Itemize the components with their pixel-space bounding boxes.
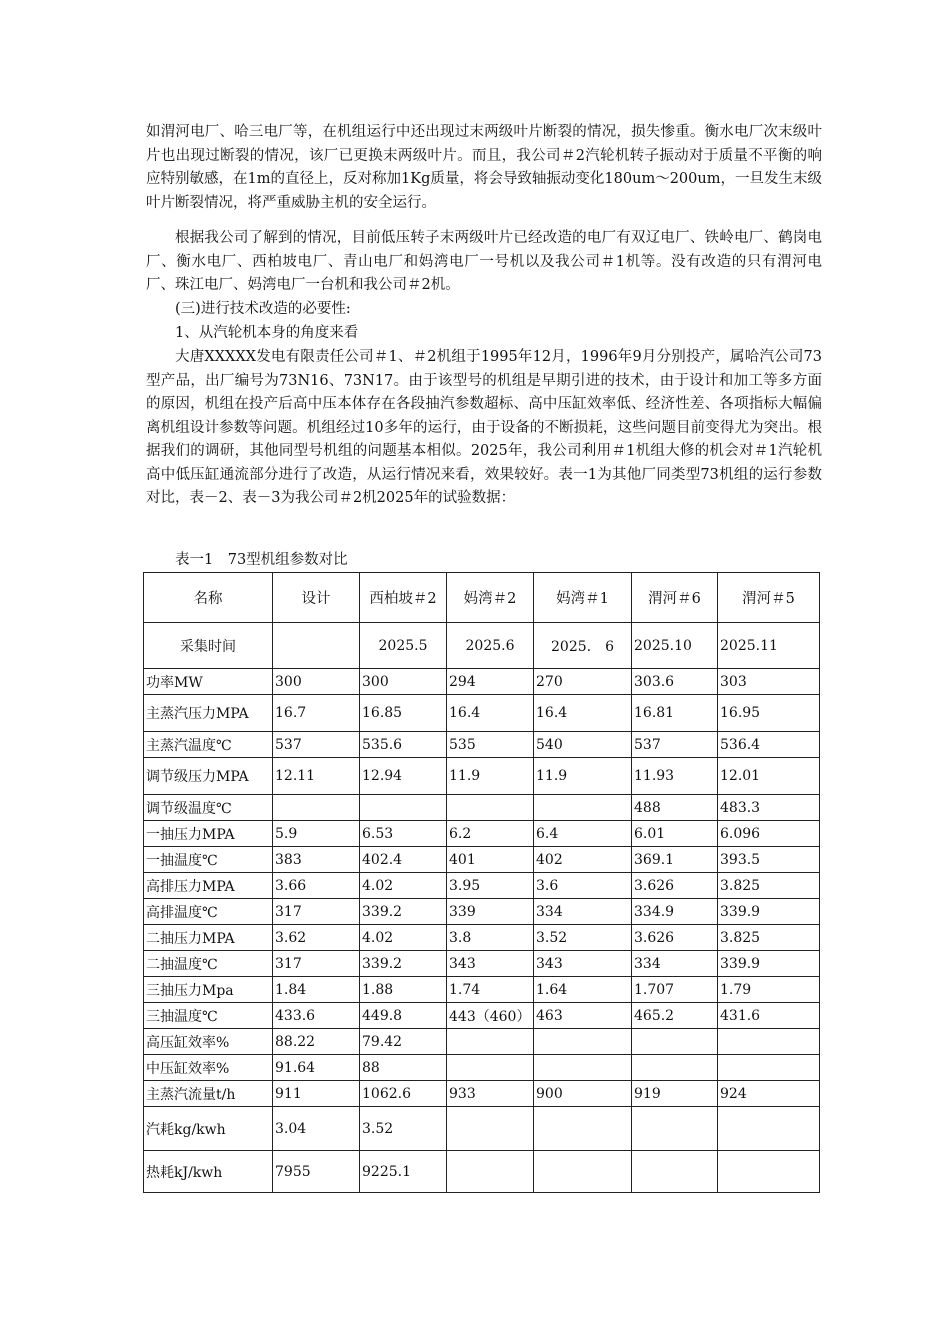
- table-cell: 88.22: [273, 1029, 360, 1055]
- table-cell: 11.93: [632, 758, 718, 795]
- table-cell: 2025.6: [447, 623, 534, 669]
- table-cell: [718, 1107, 820, 1151]
- table-cell: 540: [534, 732, 632, 758]
- table-cell: 2025.11: [718, 623, 820, 669]
- table-cell: 16.7: [273, 695, 360, 732]
- table-cell: 3.52: [534, 925, 632, 951]
- table-cell: 1.88: [360, 977, 447, 1003]
- table-cell: 317: [273, 951, 360, 977]
- table-cell: 300: [273, 669, 360, 695]
- table-cell: 334.9: [632, 899, 718, 925]
- row-label: 二抽温度℃: [144, 951, 273, 977]
- table-cell: [632, 1107, 718, 1151]
- table-cell: 401: [447, 847, 534, 873]
- table-cell: 900: [534, 1081, 632, 1107]
- table-row: [144, 1081, 820, 1107]
- table-cell: 12.11: [273, 758, 360, 795]
- table-cell: 16.95: [718, 695, 820, 732]
- table-cell: 334: [632, 951, 718, 977]
- table-row: [144, 695, 820, 732]
- table-cell: 911: [273, 1081, 360, 1107]
- header-cell: 西柏坡＃2: [360, 573, 447, 623]
- table-cell: 294: [447, 669, 534, 695]
- table-cell: 16.4: [534, 695, 632, 732]
- time-row: [144, 623, 820, 669]
- table-cell: 270: [534, 669, 632, 695]
- table-cell: 4.02: [360, 925, 447, 951]
- table-row: [144, 1107, 820, 1151]
- table-cell: 3.825: [718, 925, 820, 951]
- table-cell: 537: [632, 732, 718, 758]
- row-label: 调节级压力MPA: [144, 758, 273, 795]
- table-cell: [632, 1055, 718, 1081]
- table-cell: 5.9: [273, 821, 360, 847]
- table-row: [144, 925, 820, 951]
- table-cell: 4.02: [360, 873, 447, 899]
- table-cell: 463: [534, 1003, 632, 1029]
- row-label: 调节级温度℃: [144, 795, 273, 821]
- table-cell: 3.62: [273, 925, 360, 951]
- table-body: [144, 669, 820, 1193]
- table-cell: 303.6: [632, 669, 718, 695]
- table-cell: [273, 795, 360, 821]
- table-cell: 465.2: [632, 1003, 718, 1029]
- table-cell: [534, 1107, 632, 1151]
- table-row: [144, 1055, 820, 1081]
- table-header-row: [144, 573, 820, 623]
- table-cell: 339.2: [360, 951, 447, 977]
- table-cell: 12.94: [360, 758, 447, 795]
- table-cell: 6.096: [718, 821, 820, 847]
- table-cell: 431.6: [718, 1003, 820, 1029]
- table-cell: 535.6: [360, 732, 447, 758]
- table-cell: 300: [360, 669, 447, 695]
- row-label: 一抽温度℃: [144, 847, 273, 873]
- table-cell: 303: [718, 669, 820, 695]
- table-row: [144, 732, 820, 758]
- header-cell: 妈湾＃1: [534, 573, 632, 623]
- table-cell: 2025.10: [632, 623, 718, 669]
- table-cell: 393.5: [718, 847, 820, 873]
- table-cell: 317: [273, 899, 360, 925]
- table-row: [144, 821, 820, 847]
- header-cell: 设计: [273, 573, 360, 623]
- table-cell: 334: [534, 899, 632, 925]
- table-cell: [447, 1055, 534, 1081]
- table-row: [144, 977, 820, 1003]
- table-cell: [718, 1151, 820, 1193]
- subsection-heading-turbine: 1、从汽轮机本身的角度来看: [175, 325, 359, 341]
- table-cell: 3.6: [534, 873, 632, 899]
- table-cell: 1.79: [718, 977, 820, 1003]
- table-cell: [447, 1107, 534, 1151]
- row-label: 二抽压力MPA: [144, 925, 273, 951]
- table-cell: 443（460）: [447, 1003, 534, 1029]
- table-cell: 1.84: [273, 977, 360, 1003]
- table-cell: [447, 795, 534, 821]
- table-cell: 3.626: [632, 925, 718, 951]
- table-cell: [447, 1151, 534, 1193]
- table-cell: 16.81: [632, 695, 718, 732]
- table-cell: 88: [360, 1055, 447, 1081]
- table-cell: 339: [447, 899, 534, 925]
- row-label: 高排压力MPA: [144, 873, 273, 899]
- table-row: [144, 1151, 820, 1193]
- table-cell: 11.9: [447, 758, 534, 795]
- table-cell: 91.64: [273, 1055, 360, 1081]
- table-cell: [447, 1029, 534, 1055]
- row-label: 三抽温度℃: [144, 1003, 273, 1029]
- table-cell: 924: [718, 1081, 820, 1107]
- table-cell: 7955: [273, 1151, 360, 1193]
- table-cell: 919: [632, 1081, 718, 1107]
- table-cell: 537: [273, 732, 360, 758]
- table-cell: 369.1: [632, 847, 718, 873]
- paragraph-unit-background: 大唐XXXXX发电有限责任公司＃1、＃2机组于1995年12月，1996年9月分别投产，属哈汽公司73型产品，出厂编号为73N16、73N17。由于该型号的机组是早期引进的技术，由于设计和加工等多方面的原因，机组在投产后高中压本体存在各段抽汽参数超标、高中压缸效率低、经济性差、各项指标大幅偏离机组设计参数等问题。机组经过10多年的运行，由于设备的不断损耗，这些问题目前变得尤为突出。根据我们的调研，其他同型号机组的问题基本相似。2025年，我公司利用＃1机组大修的机会对＃1汽轮机高中低压缸通流部分进行了改造，从运行情况来看，效果较好。表一1为其他厂同类型73机组的运行参数对比，表－2、表－3为我公司＃2机2025年的试验数据：: [146, 349, 822, 506]
- table-row: [144, 847, 820, 873]
- header-cell: 渭河＃5: [718, 573, 820, 623]
- table-cell: 6.01: [632, 821, 718, 847]
- table-cell: [718, 1029, 820, 1055]
- table-row: [144, 795, 820, 821]
- row-label: 功率MW: [144, 669, 273, 695]
- table-row: [144, 758, 820, 795]
- row-label: 一抽压力MPA: [144, 821, 273, 847]
- table-cell: 11.9: [534, 758, 632, 795]
- table-cell: 6.4: [534, 821, 632, 847]
- paragraph-blade-fracture: 如渭河电厂、哈三电厂等，在机组运行中还出现过末两级叶片断裂的情况，损失惨重。衡水电厂次末级叶片也出现过断裂的情况，该厂已更换末两级叶片。而且，我公司＃2汽轮机转子振动对于质量不平衡的响应特别敏感，在1m的直径上，反对称加1Kg质量，将会导致轴振动变化180um～200um，一旦发生末级叶片断裂情况，将严重威胁主机的安全运行。: [146, 124, 822, 211]
- row-label: 主蒸汽压力MPA: [144, 695, 273, 732]
- table-cell: 3.95: [447, 873, 534, 899]
- row-label: 中压缸效率%: [144, 1055, 273, 1081]
- table-cell: 343: [447, 951, 534, 977]
- row-label: 高排温度℃: [144, 899, 273, 925]
- table-row: [144, 899, 820, 925]
- table-row: [144, 1029, 820, 1055]
- table-cell: 488: [632, 795, 718, 821]
- table-cell: 1.707: [632, 977, 718, 1003]
- table-cell: 1062.6: [360, 1081, 447, 1107]
- table-cell: 433.6: [273, 1003, 360, 1029]
- row-label: 三抽压力Mpa: [144, 977, 273, 1003]
- header-cell: 名称: [144, 573, 273, 623]
- row-label: 汽耗kg/kwh: [144, 1107, 273, 1151]
- table-cell: 6.53: [360, 821, 447, 847]
- table-cell: 16.85: [360, 695, 447, 732]
- parameter-comparison-table: [143, 572, 820, 1193]
- table-cell: 3.626: [632, 873, 718, 899]
- table-cell: 16.4: [447, 695, 534, 732]
- table-cell: 12.01: [718, 758, 820, 795]
- row-label: 主蒸汽流量t/h: [144, 1081, 273, 1107]
- table-cell: 339.9: [718, 899, 820, 925]
- row-label: 采集时间: [144, 623, 273, 669]
- table-cell: 6.2: [447, 821, 534, 847]
- table-cell: 1.64: [534, 977, 632, 1003]
- table-cell: [534, 795, 632, 821]
- table-cell: 2025. 6: [534, 623, 632, 669]
- table-cell: 339.9: [718, 951, 820, 977]
- table-cell: [718, 1055, 820, 1081]
- table-cell: 79.42: [360, 1029, 447, 1055]
- table-row: [144, 669, 820, 695]
- header-cell: 渭河＃6: [632, 573, 718, 623]
- table-cell: 933: [447, 1081, 534, 1107]
- table-cell: 402.4: [360, 847, 447, 873]
- header-cell: 妈湾＃2: [447, 573, 534, 623]
- row-label: 高压缸效率%: [144, 1029, 273, 1055]
- table-cell: 3.8: [447, 925, 534, 951]
- table-cell: 536.4: [718, 732, 820, 758]
- table-cell: 402: [534, 847, 632, 873]
- paragraph-retrofit-status: 根据我公司了解到的情况，目前低压转子末两级叶片已经改造的电厂有双辽电厂、铁岭电厂、鹤岗电厂、衡水电厂、西柏坡电厂、青山电厂和妈湾电厂一号机以及我公司＃1机等。没有改造的只有渭河电厂、珠江电厂、妈湾电厂一台机和我公司＃2机。: [146, 230, 822, 293]
- table-cell: 449.8: [360, 1003, 447, 1029]
- table-cell: 9225.1: [360, 1151, 447, 1193]
- table-cell: 3.04: [273, 1107, 360, 1151]
- table-cell: [534, 1029, 632, 1055]
- table-cell: [273, 623, 360, 669]
- table-cell: 343: [534, 951, 632, 977]
- table-caption: 表一1 73型机组参数对比: [175, 552, 348, 568]
- table-cell: [632, 1029, 718, 1055]
- table-cell: 3.66: [273, 873, 360, 899]
- table-row: [144, 951, 820, 977]
- table-cell: [632, 1151, 718, 1193]
- table-cell: [534, 1055, 632, 1081]
- table-cell: 3.52: [360, 1107, 447, 1151]
- table-cell: 483.3: [718, 795, 820, 821]
- section-heading-necessity: (三)进行技术改造的必要性:: [175, 301, 351, 317]
- row-label: 主蒸汽温度℃: [144, 732, 273, 758]
- row-label: 热耗kJ/kwh: [144, 1151, 273, 1193]
- table-row: [144, 1003, 820, 1029]
- table-cell: 2025.5: [360, 623, 447, 669]
- table-cell: [360, 795, 447, 821]
- table-cell: 339.2: [360, 899, 447, 925]
- table-cell: [534, 1151, 632, 1193]
- table-cell: 3.825: [718, 873, 820, 899]
- table-cell: 1.74: [447, 977, 534, 1003]
- table-cell: 383: [273, 847, 360, 873]
- table-cell: 535: [447, 732, 534, 758]
- table-row: [144, 873, 820, 899]
